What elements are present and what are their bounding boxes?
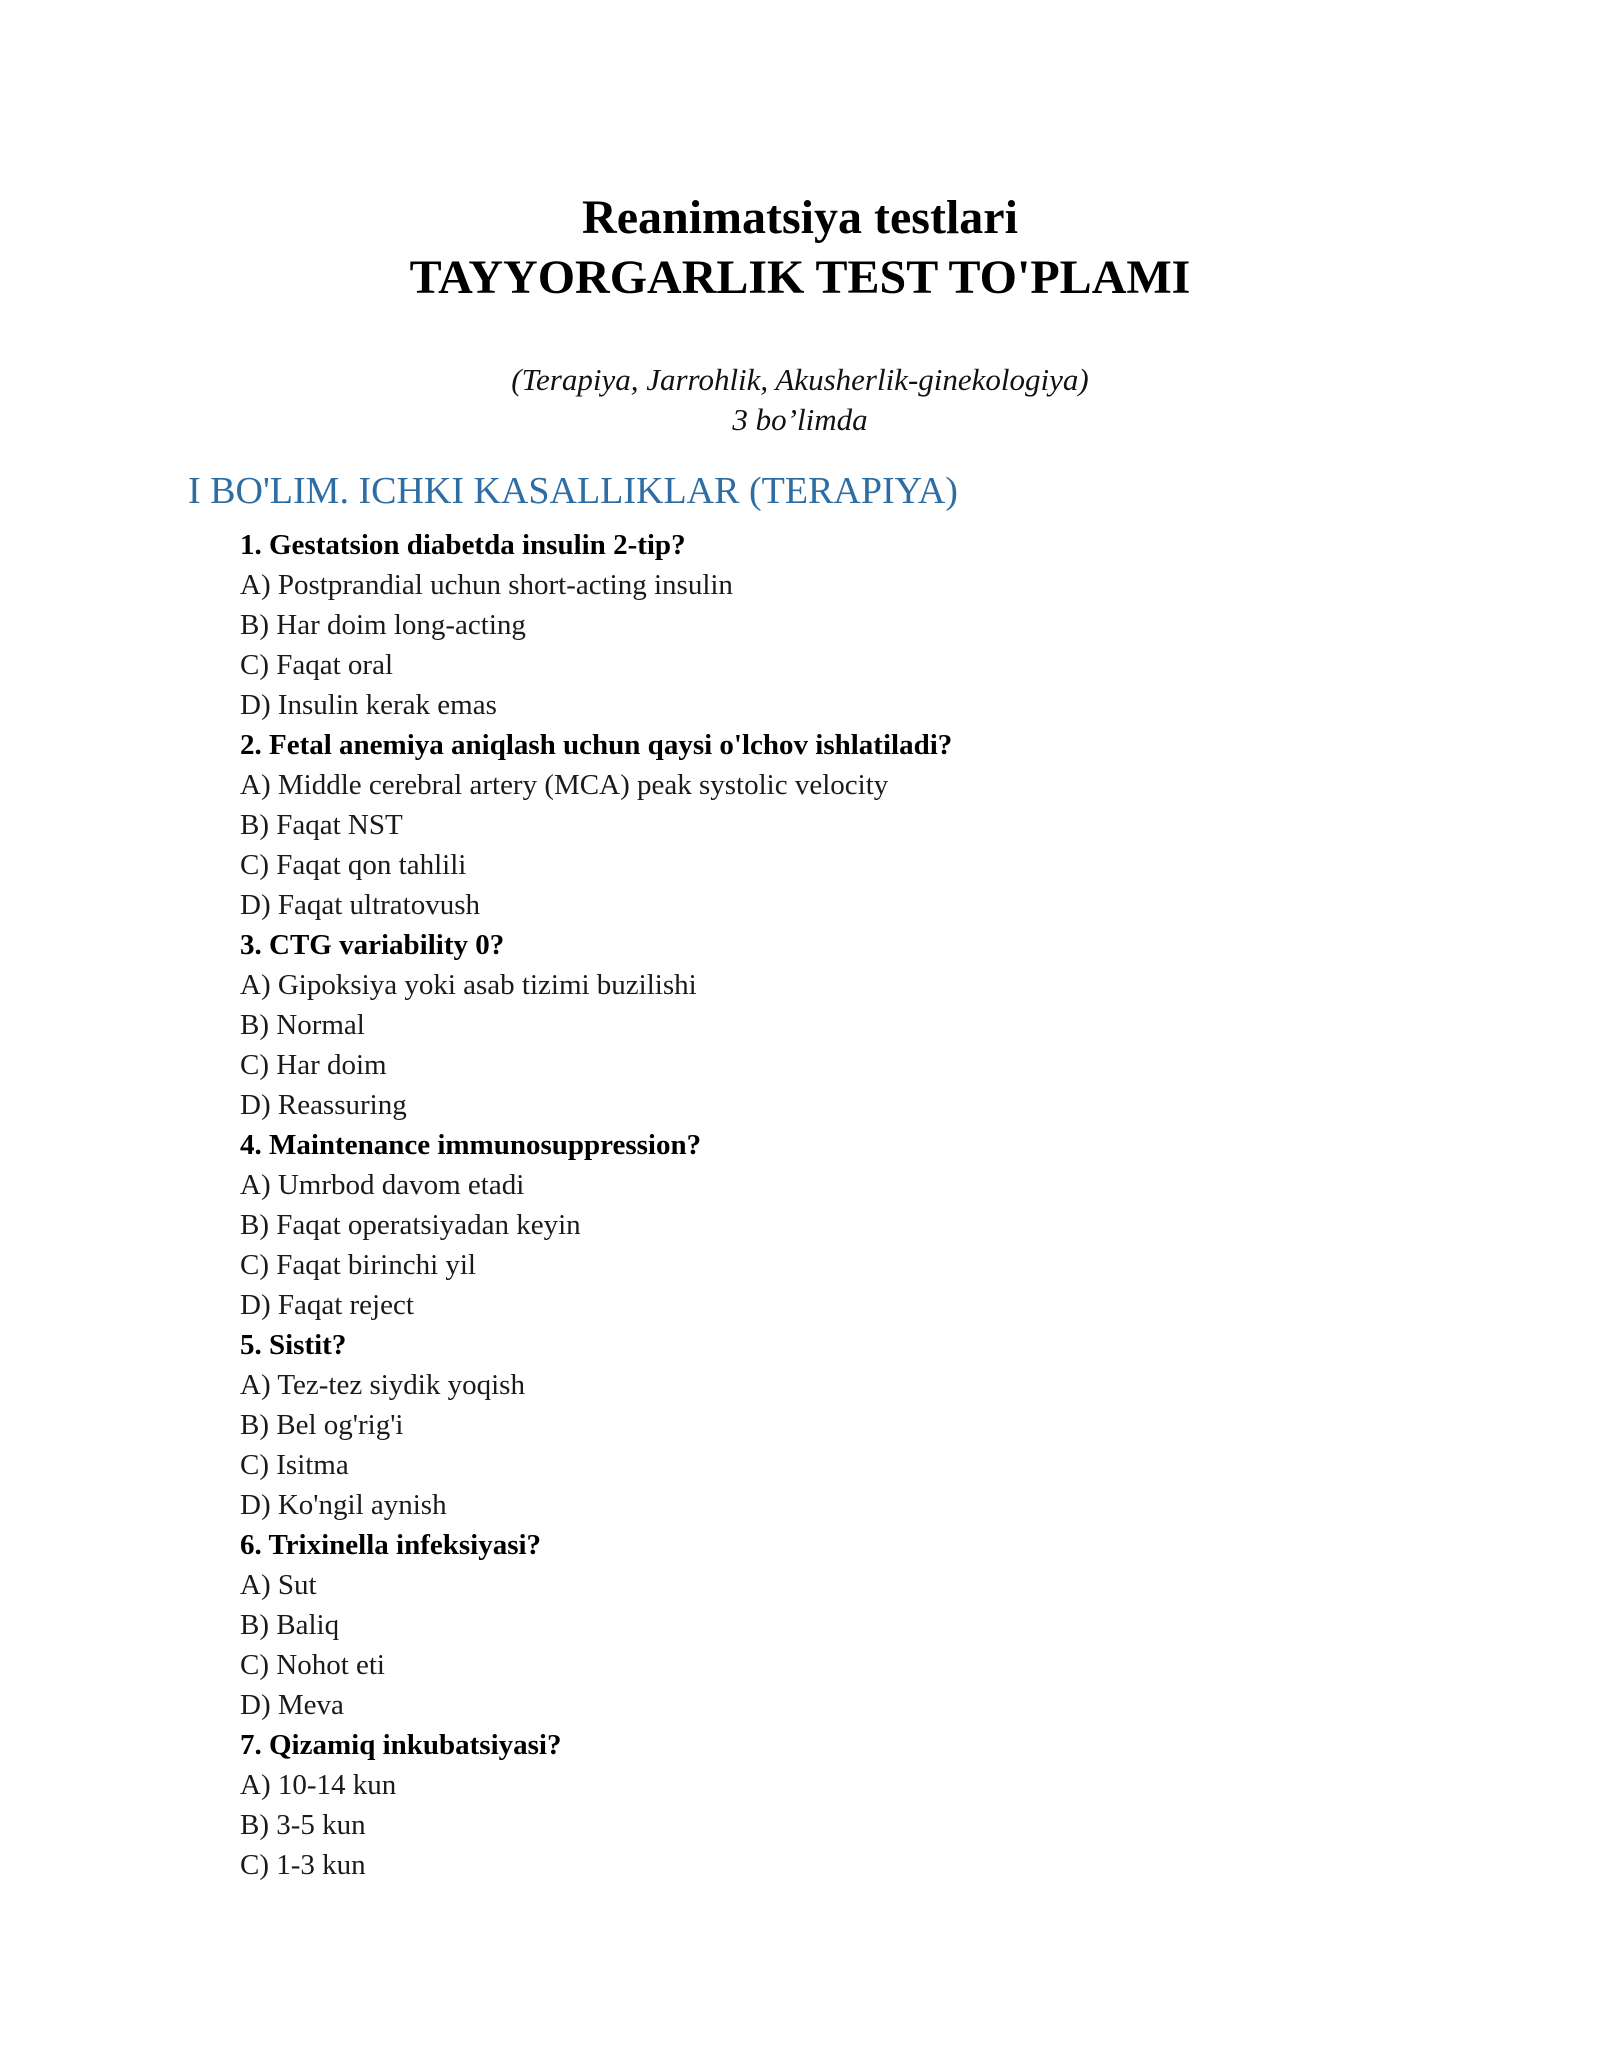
question-text: 2. Fetal anemiya aniqlash uchun qaysi o'lchov ishlatiladi? xyxy=(240,729,953,761)
answer-option: A) Gipoksiya yoki asab tizimi buzilishi xyxy=(240,969,697,1001)
question-block xyxy=(240,1325,1440,1525)
answer-option: C) 1-3 kun xyxy=(240,1849,366,1881)
question-block xyxy=(240,1525,1440,1725)
answer-option: C) Faqat oral xyxy=(240,649,394,681)
section-heading: I BO'LIM. ICHKI KASALLIKLAR (TERAPIYA) xyxy=(188,470,958,512)
title-line-2: TAYYORGARLIK TEST TO'PLAMI xyxy=(409,251,1191,304)
answer-option: B) Normal xyxy=(240,1009,365,1041)
answer-option: A) Tez-tez siydik yoqish xyxy=(240,1369,525,1401)
question-block xyxy=(240,1725,1440,1885)
answer-option: B) Bel og'rig'i xyxy=(240,1409,404,1441)
answer-option: B) Har doim long-acting xyxy=(240,609,526,641)
document-subtitle xyxy=(0,360,1600,440)
document-title xyxy=(0,188,1600,308)
answer-option: A) Sut xyxy=(240,1569,317,1601)
question-text: 7. Qizamiq inkubatsiyasi? xyxy=(240,1729,562,1761)
title-line-1: Reanimatsiya testlari xyxy=(582,191,1018,244)
question-block xyxy=(240,925,1440,1125)
answer-option: C) Nohot eti xyxy=(240,1649,385,1681)
answer-option: A) Postprandial uchun short-acting insulin xyxy=(240,569,733,601)
answer-option: D) Ko'ngil aynish xyxy=(240,1489,447,1521)
answer-option: D) Meva xyxy=(240,1689,344,1721)
answer-option: C) Har doim xyxy=(240,1049,387,1081)
question-text: 6. Trixinella infeksiyasi? xyxy=(240,1529,542,1561)
answer-option: C) Isitma xyxy=(240,1449,349,1481)
answer-option: D) Faqat reject xyxy=(240,1289,414,1321)
question-text: 5. Sistit? xyxy=(240,1329,347,1361)
subtitle-line-1: (Terapiya, Jarrohlik, Akusherlik-ginekologiya) xyxy=(511,362,1089,397)
answer-option: A) 10-14 kun xyxy=(240,1769,397,1801)
answer-option: D) Faqat ultratovush xyxy=(240,889,481,921)
question-block xyxy=(240,1125,1440,1325)
question-list xyxy=(240,525,1440,1885)
answer-option: D) Reassuring xyxy=(240,1089,407,1121)
question-text: 4. Maintenance immunosuppression? xyxy=(240,1129,702,1161)
question-text: 1. Gestatsion diabetda insulin 2-tip? xyxy=(240,529,686,561)
question-text: 3. CTG variability 0? xyxy=(240,929,505,961)
answer-option: B) Faqat NST xyxy=(240,809,403,841)
answer-option: A) Umrbod davom etadi xyxy=(240,1169,525,1201)
answer-option: B) Baliq xyxy=(240,1609,340,1641)
question-block xyxy=(240,525,1440,725)
answer-option: C) Faqat qon tahlili xyxy=(240,849,467,881)
answer-option: A) Middle cerebral artery (MCA) peak systolic velocity xyxy=(240,769,889,801)
answer-option: B) 3-5 kun xyxy=(240,1809,366,1841)
subtitle-line-2: 3 bo’limda xyxy=(732,402,868,437)
answer-option: D) Insulin kerak emas xyxy=(240,689,497,721)
question-block xyxy=(240,725,1440,925)
answer-option: B) Faqat operatsiyadan keyin xyxy=(240,1209,581,1241)
answer-option: C) Faqat birinchi yil xyxy=(240,1249,476,1281)
